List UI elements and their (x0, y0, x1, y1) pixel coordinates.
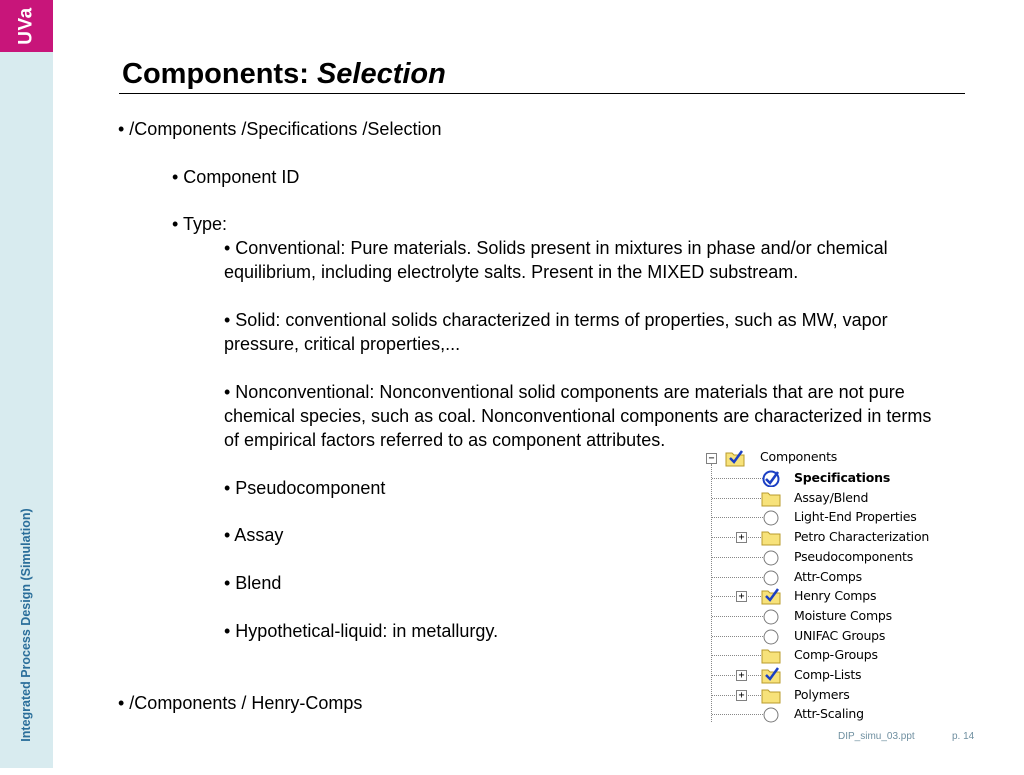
tree-branch-line (712, 616, 763, 617)
check-circle-icon (761, 469, 781, 487)
tree-branch-line (712, 655, 763, 656)
tree-item-label: Comp-Lists (794, 667, 862, 682)
tree-item[interactable] (703, 547, 963, 567)
checked-folder-icon (761, 587, 781, 605)
tree-branch-line (712, 577, 763, 578)
tree-item-label: Light-End Properties (794, 509, 917, 525)
empty-circle-icon (761, 627, 781, 645)
bullet-hypothetical-liquid: • Hypothetical-liquid: in metallurgy. (224, 621, 499, 641)
empty-circle-icon (761, 705, 781, 723)
tree-root-label: Components (760, 449, 838, 464)
tree-item[interactable] (703, 685, 963, 705)
logo-text: UVa (15, 7, 37, 45)
folder-icon (761, 489, 781, 507)
tree-item[interactable] (703, 665, 963, 685)
bullet-conventional: • Conventional: Pure materials. Solids present in mixtures in phase and/or chemical equilibrium, including electrolyte salts. Present in the MIXED substream. (224, 238, 888, 282)
tree-branch-line (712, 517, 763, 518)
tree-item-label: Polymers (794, 686, 850, 702)
empty-circle-icon (761, 548, 781, 566)
title-underline (119, 93, 965, 94)
bullet-path-henry: • /Components / Henry-Comps (118, 693, 363, 713)
tree-item[interactable] (703, 645, 963, 665)
tree-item[interactable] (703, 704, 963, 724)
tree-item-label: Henry Comps (794, 588, 877, 604)
expand-icon[interactable]: + (736, 670, 747, 681)
course-title: Integrated Process Design (Simulation) (19, 508, 33, 742)
tree-item[interactable] (703, 586, 963, 606)
tree-branch-line (712, 557, 763, 558)
bullet-blend: • Blend (224, 573, 282, 593)
empty-circle-icon (761, 508, 781, 526)
tree-item[interactable] (703, 488, 963, 508)
tree-root[interactable] (703, 448, 963, 468)
tree-branch-line (712, 714, 763, 715)
title-plain: Components: (122, 58, 317, 90)
tree-item[interactable] (703, 527, 963, 547)
tree-item-label: Attr-Scaling (794, 706, 864, 722)
checked-folder-icon (761, 666, 781, 684)
tree-item[interactable] (703, 468, 963, 488)
folder-icon (761, 528, 781, 546)
tree-item[interactable] (703, 606, 963, 626)
tree-item-label: UNIFAC Groups (794, 627, 886, 643)
tree-item-label: Specifications (794, 470, 891, 485)
checked-folder-icon (725, 449, 745, 467)
collapse-icon[interactable]: − (706, 453, 717, 464)
components-tree (703, 448, 963, 725)
tree-item[interactable] (703, 567, 963, 587)
tree-item-label: Comp-Groups (794, 647, 878, 663)
bullet-assay: • Assay (224, 525, 284, 545)
folder-icon (761, 646, 781, 664)
tree-branch-line (712, 478, 763, 479)
tree-item-label: Petro Characterization (794, 529, 930, 545)
expand-icon[interactable]: + (736, 532, 747, 543)
bullet-path-selection: • /Components /Specifications /Selection (118, 119, 442, 139)
uva-logo (0, 0, 53, 52)
title-italic: Selection (316, 58, 446, 90)
empty-circle-icon (761, 607, 781, 625)
bullet-pseudocomponent: • Pseudocomponent (224, 478, 386, 498)
tree-item[interactable] (703, 507, 963, 527)
tree-branch-line (712, 636, 763, 637)
empty-circle-icon (761, 568, 781, 586)
footer-page-number: p. 14 (952, 731, 975, 742)
tree-item-label: Assay/Blend (794, 489, 869, 505)
footer-filename: DIP_simu_03.ppt (838, 731, 915, 742)
tree-item-label: Moisture Comps (794, 607, 892, 623)
expand-icon[interactable]: + (736, 591, 747, 602)
slide-title (122, 58, 446, 91)
tree-item[interactable] (703, 626, 963, 646)
tree-branch-line (712, 498, 763, 499)
bullet-solid: • Solid: conventional solids characterized in terms of properties, such as MW, vapor pressure, critical properties,... (224, 310, 888, 354)
tree-item-label: Pseudocomponents (794, 548, 914, 564)
sidebar (0, 0, 53, 768)
bullet-type: • Type: (172, 214, 228, 234)
expand-icon[interactable]: + (736, 690, 747, 701)
bullet-nonconventional: • Nonconventional: Nonconventional solid components are materials that are not pure chemical species, such as coal. Nonconventional components are characterized in terms of empirical factors referred to as component attributes. (224, 382, 932, 450)
bullet-component-id: • Component ID (172, 167, 300, 187)
folder-icon (761, 686, 781, 704)
tree-item-label: Attr-Comps (794, 568, 862, 584)
